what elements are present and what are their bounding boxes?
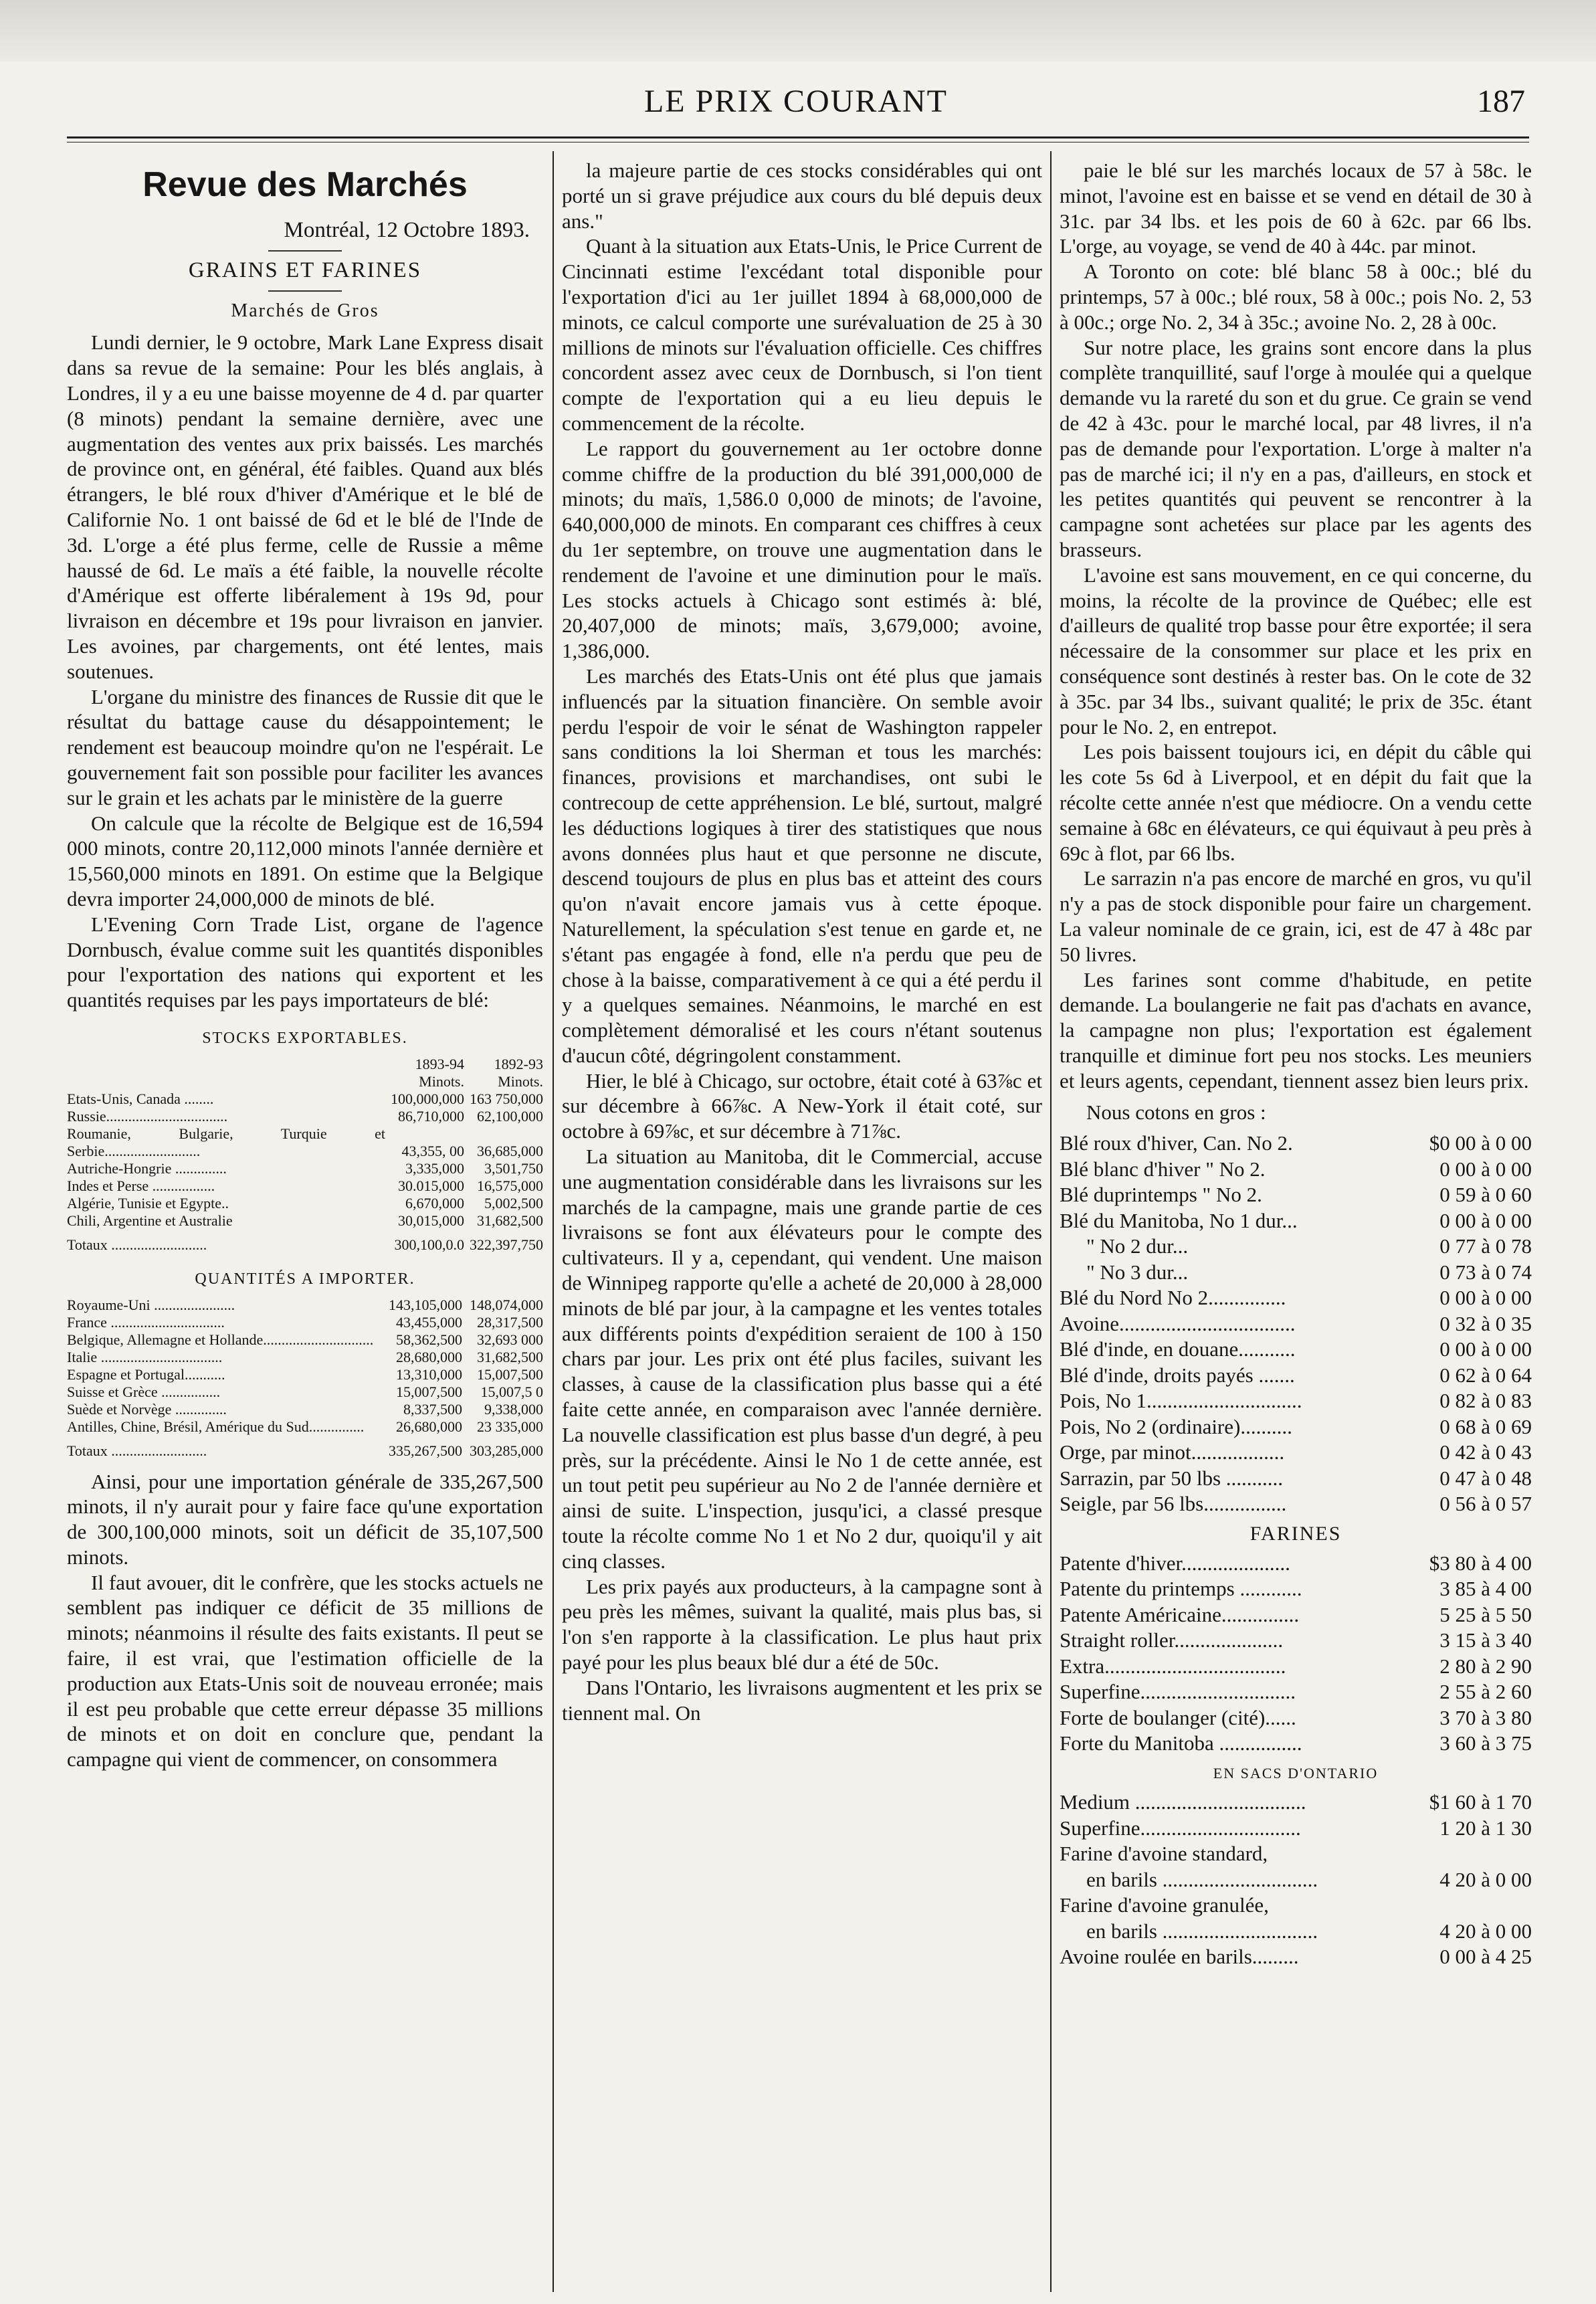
price-row	[1060, 1337, 1532, 1363]
price-row	[1060, 1234, 1532, 1260]
column-1-paragraphs-b	[67, 1469, 543, 1773]
price-item-value: 0 47 à 0 48	[1439, 1466, 1532, 1490]
price-row	[1060, 1491, 1532, 1517]
price-row	[1060, 1311, 1532, 1337]
price-item-name: " No 2 dur...	[1086, 1234, 1189, 1258]
table-total-row	[67, 1230, 543, 1254]
table-cell: 303,285,000	[470, 1442, 543, 1459]
paragraph: Lundi dernier, le 9 octobre, Mark Lane Express disait dans sa revue de la semaine: Pour les blés anglais, à Londres, il y a eu une baisse moyenne de 4 d. par quarter (8 minots) pendant la semaine dernière, avec une augmentation des ventes aux prix baissés. Les marchés de province ont, en général, été faibles. Quand aux blés étrangers, le blé roux d'hiver d'Amérique et le blé de Californie No. 1 ont baissé de 6d et le blé de l'Inde de 3d. L'orge a été plus ferme, celle de Russie a même haussé de 6d. Le maïs a été faible, la nouvelle récolte d'Amérique est offerte libéralement à 19s 9d, pour livraison en décembre et 19s pour livraison en janvier. Les avoines, par chargements, ont été lentes, mais soutenues.	[67, 330, 543, 683]
price-row	[1060, 1705, 1532, 1731]
price-row	[1060, 1841, 1532, 1867]
ontario-price-list	[1060, 1790, 1532, 1970]
import-table-title: QUANTITÉS A IMPORTER.	[195, 1270, 415, 1288]
table-cell: 26,680,000	[395, 1418, 462, 1435]
table-cell: Antilles, Chine, Brésil, Amérique du Sud...............	[67, 1418, 365, 1435]
column-3-paragraphs	[1060, 158, 1532, 1093]
paragraph: Le sarrazin n'a pas encore de marché en gros, vu qu'il n'y a pas de stock disponible pour faire un chargement. La valeur nominale de ce grain, ici, est de 47 à 48c par 50 livres.	[1060, 866, 1532, 966]
table-cell: 28,317,500	[477, 1313, 543, 1331]
table-row	[67, 1314, 543, 1331]
table-cell: 3,335,000	[405, 1159, 464, 1177]
table-cell	[67, 1073, 385, 1090]
price-item-name: Forte du Manitoba ................	[1060, 1731, 1302, 1755]
price-item-name: Farine d'avoine granulée,	[1060, 1893, 1269, 1917]
table-cell: 335,267,500	[388, 1442, 462, 1459]
price-item-value: 4 20 à 0 00	[1439, 1919, 1532, 1943]
paragraph: On calcule que la récolte de Belgique est de 16,594 000 minots, contre 20,112,000 minots l'année dernière et 15,560,000 minots en 1891. On estime que la Belgique devra importer 24,000,000 de minots de blé.	[67, 811, 543, 910]
price-item-name: Avoine roulée en barils.........	[1060, 1945, 1299, 1969]
price-item-name: Orge, par minot..................	[1060, 1440, 1285, 1464]
farines-heading: FARINES	[1250, 1522, 1342, 1545]
price-item-name: Patente du printemps ............	[1060, 1577, 1302, 1601]
price-row	[1060, 1208, 1532, 1234]
table-row	[67, 1401, 543, 1418]
price-item-value: 2 80 à 2 90	[1439, 1654, 1532, 1678]
table-cell: 15,007,5 0	[480, 1383, 543, 1400]
price-item-value: 3 15 à 3 40	[1439, 1628, 1532, 1652]
price-item-name: Straight roller.....................	[1060, 1628, 1284, 1652]
column-3	[1060, 158, 1532, 2292]
table-cell	[67, 1056, 385, 1073]
table-cell: 322,397,750	[470, 1236, 543, 1253]
price-row	[1060, 1414, 1532, 1440]
table-cell: 15,007,500	[395, 1383, 462, 1400]
paragraph: la majeure partie de ces stocks considérables qui ont porté un si grave préjudice aux cours du blé depuis deux ans."	[562, 159, 1042, 233]
table-cell: 1893-94	[415, 1055, 464, 1072]
prices-intro: Nous cotons en gros :	[1086, 1100, 1266, 1125]
stocks-table	[67, 1056, 543, 1254]
price-item-name: " No 3 dur...	[1086, 1260, 1189, 1284]
price-row	[1060, 1551, 1532, 1577]
ontario-heading: EN SACS D'ONTARIO	[1213, 1764, 1379, 1782]
price-row	[1060, 1816, 1532, 1842]
price-item-value: $3 80 à 4 00	[1429, 1551, 1532, 1575]
table-cell: 30,015,000	[398, 1212, 464, 1229]
price-row	[1060, 1260, 1532, 1286]
table-cell: Autriche-Hongrie ..............	[67, 1159, 227, 1177]
table-cell: 30.015,000	[398, 1177, 464, 1194]
publication-title: LE PRIX COURANT	[643, 84, 948, 119]
price-item-value: $1 60 à 1 70	[1429, 1790, 1532, 1814]
import-table	[67, 1297, 543, 1460]
price-row	[1060, 1731, 1532, 1757]
price-item-name: Blé blanc d'hiver " No 2.	[1060, 1157, 1266, 1181]
price-item-value: 5 25 à 5 50	[1439, 1602, 1532, 1626]
price-row	[1060, 1576, 1532, 1602]
price-item-value	[1526, 1893, 1532, 1919]
grain-price-list	[1060, 1131, 1532, 1517]
paragraph: Quant à la situation aux Etats-Unis, le Price Current de Cincinnati estime l'excédant total disponible pour l'exportation d'ici au 1er juillet 1894 à 68,000,000 de minots, ce calcul comporte une surévaluation de 25 à 30 millions de minots sur l'évaluation officielle. Ces chiffres concordent assez avec ceux de Dornbusch, si l'on tient compte de l'exportation qui a eu lieu depuis le commencement de la récolte.	[562, 234, 1042, 435]
price-row	[1060, 1363, 1532, 1389]
table-cell: Chili, Argentine et Australie	[67, 1212, 233, 1229]
paragraph: L'organe du ministre des finances de Russie dit que le résultat du battage cause du désappointement; le rendement est beaucoup moindre qu'on ne l'espérait. Le gouvernement fait son possible pour faciliter les avances sur le grain et les achats par le ministère de la guerre	[67, 684, 543, 809]
table-cell: 9,338,000	[484, 1400, 543, 1418]
price-item-value: 0 77 à 0 78	[1439, 1234, 1532, 1258]
stocks-table-title: STOCKS EXPORTABLES.	[202, 1029, 408, 1047]
paragraph: La situation au Manitoba, dit le Commercial, accuse une augmentation considérable dans les livraisons sur les marchés de la campagne, mais une grande partie de ces livraisons se font aux élévateurs pour le compte des cultivateurs. Il y a, cependant, qui vendent. Une maison de Winnipeg rapporte qu'elle a acheté de 20,000 à 28,000 minots de blé par jour, à la campagne et les ventes totales aux différents points d'expédition seraient de 100 à 150 chars par jour. Les prix ont été plus faciles, suivant les classes, à cause de la classification plus basse qui a été faite cette année, en comparaison avec l'année dernière. La nouvelle classification est plus basse d'un degré, à peu près, sur la précédente. Ainsi le No 1 de cette année, est un tout petit peu supérieur au No 2 de l'année dernière et ainsi de suite. L'inspection, jusqu'ici, a classé presque toute la récolte comme No 1 et No 2 dur, quoiqu'il y ait cinq classes.	[562, 1145, 1042, 1573]
paragraph: Ainsi, pour une importation générale de 335,267,500 minots, il n'y aurait pour y faire face qu'une exportation de 300,100,000 minots, soit un déficit de 35,107,500 minots.	[67, 1469, 543, 1569]
table-cell: Royaume-Uni ......................	[67, 1296, 235, 1313]
subsection-heading: Marchés de Gros	[231, 300, 379, 321]
price-item-value: 3 60 à 3 75	[1439, 1731, 1532, 1755]
price-row	[1060, 1679, 1532, 1705]
price-item-value: 0 00 à 0 00	[1439, 1286, 1532, 1310]
table-row	[67, 1383, 543, 1401]
table-cell: Algérie, Tunisie et Egypte..	[67, 1194, 229, 1212]
paragraph: Dans l'Ontario, les livraisons augmentent et les prix se tiennent mal. On	[562, 1675, 1042, 1725]
price-item-value: 0 68 à 0 69	[1439, 1414, 1532, 1438]
price-item-name: Farine d'avoine standard,	[1060, 1842, 1268, 1866]
price-item-value: 0 32 à 0 35	[1439, 1311, 1532, 1335]
table-header-row	[67, 1073, 543, 1090]
price-item-value: 0 82 à 0 83	[1439, 1389, 1532, 1413]
table-row	[67, 1108, 543, 1125]
flour-price-list	[1060, 1551, 1532, 1757]
section-heading: GRAINS ET FARINES	[188, 258, 422, 282]
table-cell: Totaux ..........................	[67, 1442, 207, 1459]
table-row	[67, 1297, 543, 1314]
price-item-value: 0 00 à 0 00	[1439, 1157, 1532, 1181]
price-row	[1060, 1893, 1532, 1919]
table-cell: Italie .................................	[67, 1348, 223, 1365]
price-row	[1060, 1157, 1532, 1183]
page-header	[67, 83, 1525, 136]
price-item-name: Sarrazin, par 50 lbs ...........	[1060, 1466, 1284, 1490]
price-item-value: 0 00 à 0 00	[1439, 1208, 1532, 1232]
table-row	[67, 1195, 543, 1212]
price-item-name: Superfine..............................	[1060, 1680, 1296, 1704]
table-cell: 43,455,000	[395, 1313, 462, 1331]
paragraph: Le rapport du gouvernement au 1er octobre donne comme chiffre de la production du blé 391,000,000 de minots; du maïs, 1,586.0 0,000 de minots; de l'avoine, 640,000,000 de minots. En comparant ces chiffres à ceux du 1er septembre, on trouve une augmentation dans le rendement de l'avoine et une diminution pour le maïs. Les stocks actuels à Chicago sont estimés à: blé, 20,407,000 de minots; maïs, 3,679,000; avoine, 1,386,000.	[562, 436, 1042, 663]
column-1-paragraphs-a	[67, 330, 543, 1013]
table-row	[67, 1349, 543, 1366]
price-row	[1060, 1919, 1532, 1945]
price-item-value: 0 56 à 0 57	[1439, 1492, 1532, 1516]
price-item-value: 0 62 à 0 64	[1439, 1363, 1532, 1387]
price-item-name: Superfine...............................	[1060, 1816, 1301, 1840]
table-cell: 16,575,000	[477, 1177, 543, 1194]
price-item-value: 0 00 à 4 25	[1439, 1945, 1532, 1969]
table-cell: 5,002,500	[484, 1194, 543, 1212]
table-row	[67, 1418, 543, 1436]
table-cell: 43,355, 00	[401, 1142, 464, 1159]
scan-top-band	[0, 0, 1596, 62]
price-row	[1060, 1867, 1532, 1893]
column-rule-1	[553, 151, 554, 2292]
table-cell: Minots.	[498, 1072, 543, 1090]
table-row	[67, 1331, 543, 1349]
price-item-name: Forte de boulanger (cité)......	[1060, 1705, 1296, 1729]
table-cell: 148,074,000	[470, 1296, 543, 1313]
price-item-name: Pois, No 1..............................	[1060, 1389, 1302, 1413]
paragraph: Les farines sont comme d'habitude, en petite demande. La boulangerie ne fait pas d'achats en avance, la campagne non plus; l'exportation est également tranquille et diminue fort peu nos stocks. Les meuniers et leurs agents, cependant, tiennent assez bien leurs prix.	[1060, 967, 1532, 1092]
price-item-name: Extra...................................	[1060, 1654, 1286, 1678]
price-row	[1060, 1131, 1532, 1157]
table-cell: Espagne et Portugal...........	[67, 1365, 225, 1383]
paragraph: L'avoine est sans mouvement, en ce qui concerne, du moins, la récolte de la province de Québec; elle est d'ailleurs de qualité trop basse pour être exportée; il sera nécessaire de la consommer sur place et les prix en conséquence sont destinés à rester bas. On le cote de 32 à 35c. par 34 lbs., suivant qualité; le prix de 35c. étant pour le No. 2, en entrepot.	[1060, 563, 1532, 739]
table-cell: 13,310,000	[395, 1365, 462, 1383]
table-cell: 143,105,000	[388, 1296, 462, 1313]
price-item-name: Blé d'inde, en douane...........	[1060, 1337, 1296, 1361]
price-item-value: 0 59 à 0 60	[1439, 1183, 1532, 1207]
table-row	[67, 1125, 543, 1160]
column-1	[67, 158, 543, 2292]
table-cell: Indes et Perse .................	[67, 1177, 215, 1194]
price-item-name: Blé d'inde, droits payés .......	[1060, 1363, 1295, 1387]
price-item-name: Blé duprintemps " No 2.	[1060, 1183, 1262, 1207]
table-cell: Suède et Norvège ..............	[67, 1400, 227, 1418]
table-cell: 300,100,0.0	[394, 1236, 464, 1253]
table-cell: Etats-Unis, Canada ........	[67, 1090, 214, 1107]
table-cell: 8,337,500	[403, 1400, 462, 1418]
price-item-name: en barils ..............................	[1086, 1867, 1318, 1891]
paragraph: Les prix payés aux producteurs, à la campagne sont à peu près les mêmes, suivant la qualité, mais plus bas, si l'on s'en rapporte à la classification. Le plus haut prix payé pour les plus beaux blé dur a été de 50c.	[562, 1574, 1042, 1674]
price-item-value: 1 20 à 1 30	[1439, 1816, 1532, 1840]
table-cell: 100,000,000	[391, 1090, 464, 1107]
table-row	[67, 1090, 543, 1108]
price-item-value: 4 20 à 0 00	[1439, 1867, 1532, 1891]
paragraph: L'Evening Corn Trade List, organe de l'agence Dornbusch, évalue comme suit les quantités disponibles pour l'exportation des nations qui exportent et les quantités requises par les pays importateurs de blé:	[67, 912, 543, 1012]
article-dateline: Montréal, 12 Octobre 1893.	[284, 218, 530, 242]
article-title: Revue des Marchés	[142, 165, 468, 204]
table-row	[67, 1177, 543, 1195]
column-rule-2	[1050, 151, 1052, 2292]
price-row	[1060, 1182, 1532, 1208]
price-item-name: Avoine..................................	[1060, 1311, 1296, 1335]
table-cell: 23 335,000	[477, 1418, 543, 1435]
paragraph: Hier, le blé à Chicago, sur octobre, était coté à 63⅞c et sur décembre à 66⅞c. A New-York il était coté, sur octobre à 69⅞c, et sur décembre à 71⅞c.	[562, 1068, 1042, 1143]
table-cell: Totaux ..........................	[67, 1236, 207, 1253]
paragraph: Les pois baissent toujours ici, en dépit du câble qui les cote 5s 6d à Liverpool, et en dépit du fait que la récolte cette année n'est que médiocre. On a vendu cette semaine à 68c en élévateurs, ce qui équivaut à peu près à 69c à flot, par 66 lbs.	[1060, 740, 1532, 865]
separator	[268, 290, 342, 292]
table-cell: 163 750,000	[470, 1090, 543, 1107]
paragraph: Les marchés des Etats-Unis ont été plus que jamais influencés par la situation financière. On semble avoir perdu l'espoir de voir le sénat de Washington rappeler sans conditions la loi Sherman et tous les marchés: finances, provisions et marchandises, ont subi le contrecoup de cette appréhension. Le blé, surtout, malgré les déductions logiques à tirer des statistiques que nous avons données plus haut et que personne ne discute, descend toujours de plus en plus bas et atteint des cours qu'on n'avait encore jamais vus à cette époque. Naturellement, la spéculation s'est tenue en garde et, ne s'étant pas engagée à fond, elle n'a perdu que peu de chose à la baisse, comparativement à ce qui a été perdu il y a quelques semaines. Néanmoins, le marché en est complètement démoralisé et les cours n'étant soutenus d'aucun côté, dégringolent constamment.	[562, 664, 1042, 1067]
table-cell: Suisse et Grèce ................	[67, 1383, 221, 1400]
price-row	[1060, 1602, 1532, 1628]
table-cell: Minots.	[419, 1072, 464, 1090]
price-item-name: Seigle, par 56 lbs................	[1060, 1492, 1287, 1516]
page-number: 187	[1477, 84, 1525, 119]
table-cell: 28,680,000	[395, 1348, 462, 1365]
price-item-value: 3 85 à 4 00	[1439, 1577, 1532, 1601]
price-item-value: 0 00 à 0 00	[1439, 1337, 1532, 1361]
price-item-value: 0 42 à 0 43	[1439, 1440, 1532, 1464]
price-item-name: Blé du Nord No 2...............	[1060, 1286, 1286, 1310]
price-row	[1060, 1944, 1532, 1970]
paragraph: A Toronto on cote: blé blanc 58 à 00c.; blé du printemps, 57 à 00c.; blé roux, 58 à 00c.; pois No. 2, 53 à 00c.; orge No. 2, 34 à 35c.; avoine No. 2, 28 à 00c.	[1060, 260, 1532, 334]
table-cell: 62,100,000	[477, 1107, 543, 1125]
table-cell: 31,682,500	[477, 1348, 543, 1365]
price-row	[1060, 1654, 1532, 1680]
column-2	[562, 158, 1042, 2292]
price-row	[1060, 1466, 1532, 1492]
table-total-row	[67, 1436, 543, 1460]
price-item-value: 3 70 à 3 80	[1439, 1705, 1532, 1729]
price-item-value: $0 00 à 0 00	[1429, 1131, 1532, 1155]
price-item-name: Patente Américaine...............	[1060, 1602, 1300, 1626]
price-item-name: Medium .................................	[1060, 1790, 1306, 1814]
price-row	[1060, 1628, 1532, 1654]
price-row	[1060, 1388, 1532, 1414]
price-item-name: en barils ..............................	[1086, 1919, 1318, 1943]
price-item-name: Blé roux d'hiver, Can. No 2.	[1060, 1131, 1293, 1155]
price-item-value: 0 73 à 0 74	[1439, 1260, 1532, 1284]
table-cell: Roumanie, Bulgarie, Turquie et Serbie..........................	[67, 1125, 385, 1159]
price-row	[1060, 1790, 1532, 1816]
table-row	[67, 1212, 543, 1230]
table-cell: 15,007,500	[477, 1365, 543, 1383]
table-row	[67, 1160, 543, 1177]
table-cell: France ...............................	[67, 1313, 225, 1331]
table-cell: Belgique, Allemagne et Hollande..............................	[67, 1331, 374, 1348]
price-row	[1060, 1285, 1532, 1311]
paragraph: Il faut avouer, dit le confrère, que les stocks actuels ne semblent pas indiquer ce déficit de 35 millions de minots; néanmoins il résulte des faits existants. Il peut se faire, il est vrai, que l'estimation officielle de la production aux Etats-Unis soit de nouveau erronée; mais il est peu probable que cette erreur dépasse 35 millions de minots et on doit en conclure que, pendant la campagne qui vient de commencer, on consommera	[67, 1570, 543, 1771]
price-item-name: Pois, No 2 (ordinaire)..........	[1060, 1414, 1292, 1438]
paragraph: Sur notre place, les grains sont encore dans la plus complète tranquillité, sauf l'orge à moulée qui a quelque demande vu la rareté du son et du grue. Ce grain se vend de 42 à 43c. pour le marché local, par 48 livres, il n'a pas de demande pour l'exportation. L'orge à malter n'a pas de marché ici; il n'y en a pas, d'ailleurs, en stock et les petites quantités qui peuvent se rencontrer à la campagne sont achetées sur place par les agents des brasseurs.	[1060, 335, 1532, 561]
table-cell: 32,693 000	[477, 1331, 543, 1348]
column-2-paragraphs	[562, 158, 1042, 1725]
table-cell: 1892-93	[494, 1055, 543, 1072]
price-item-value	[1526, 1841, 1532, 1867]
table-header-row	[67, 1056, 543, 1073]
table-cell: 58,362,500	[395, 1331, 462, 1348]
table-cell: 3,501,750	[484, 1159, 543, 1177]
table-row	[67, 1366, 543, 1383]
table-cell: 86,710,000	[398, 1107, 464, 1125]
price-row	[1060, 1440, 1532, 1466]
separator	[268, 250, 342, 252]
table-cell: 6,670,000	[405, 1194, 464, 1212]
table-cell: 36,685,000	[477, 1142, 543, 1159]
table-cell: Russie.................................	[67, 1107, 228, 1125]
price-item-value: 2 55 à 2 60	[1439, 1680, 1532, 1704]
price-item-name: Patente d'hiver.....................	[1060, 1551, 1290, 1575]
header-rule	[67, 136, 1529, 138]
paragraph: paie le blé sur les marchés locaux de 57 à 58c. le minot, l'avoine est en baisse et se vend en détail de 30 à 31c. par 34 lbs. et les pois de 60 à 62c. par 66 lbs. L'orge, au voyage, se vend de 40 à 44c. par minot.	[1060, 159, 1532, 258]
price-item-name: Blé du Manitoba, No 1 dur...	[1060, 1208, 1298, 1232]
table-cell: 31,682,500	[477, 1212, 543, 1229]
